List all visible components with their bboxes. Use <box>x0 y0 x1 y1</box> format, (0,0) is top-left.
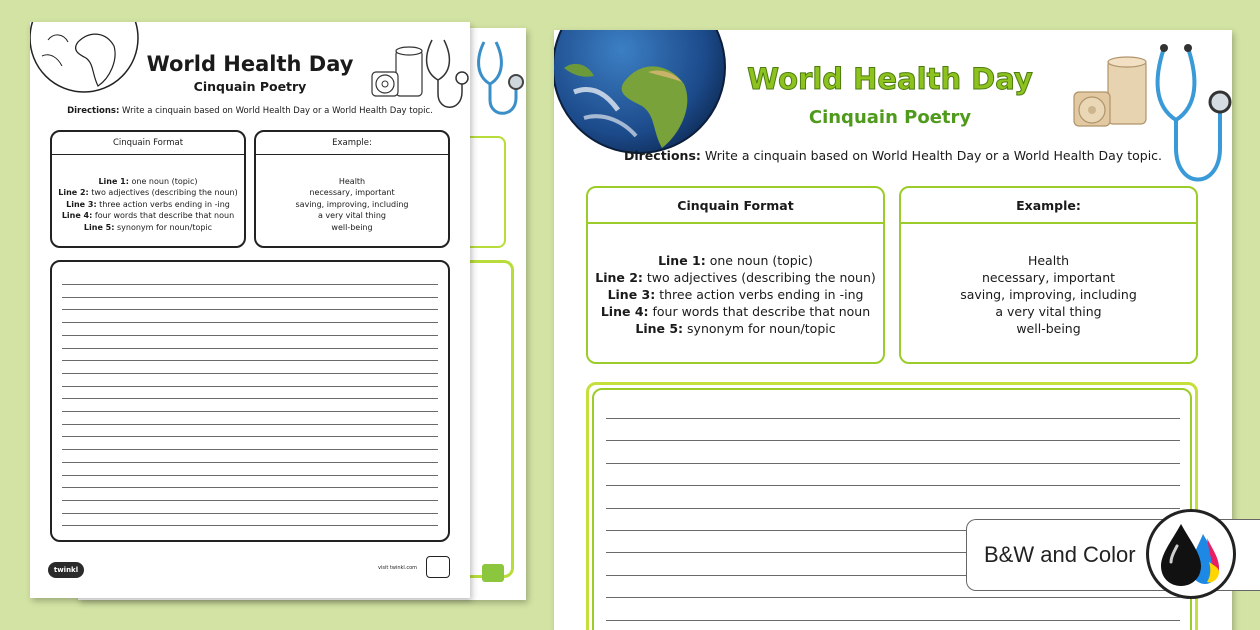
bw-format-box <box>50 130 246 248</box>
bw-writing-line <box>62 284 438 285</box>
color-format-box <box>586 186 885 364</box>
color-example-heading: Example: <box>1016 198 1081 213</box>
color-format-divider <box>588 222 883 224</box>
bw-writing-line <box>62 462 438 463</box>
bw-example-box <box>254 130 450 248</box>
color-bandage-roll-icon <box>1068 56 1158 136</box>
bw-writing-line <box>62 335 438 336</box>
color-writing-line <box>606 463 1180 464</box>
color-globe-icon <box>554 30 734 162</box>
bw-writing-line <box>62 297 438 298</box>
bw-format-line-1: Line 1: one noun (topic) <box>98 177 198 186</box>
badge-label: B&W and Color <box>984 542 1136 567</box>
back-stethoscope-icon <box>470 38 526 128</box>
bw-writing-line <box>62 436 438 437</box>
bw-example-line-1: Health <box>338 177 366 186</box>
color-example-line-3: saving, improving, including <box>960 287 1137 302</box>
bw-worksheet <box>30 22 470 598</box>
color-format-line-3: Line 3: three action verbs ending in -ing <box>607 287 864 302</box>
bw-format-line-5: Line 5: synonym for noun/topic <box>83 222 213 232</box>
color-example-lines <box>901 252 1196 337</box>
bw-example-line-2: necessary, important <box>309 188 395 198</box>
color-writing-line <box>606 508 1180 509</box>
color-directions-text: Write a cinquain based on World Health Day or a World Health Day topic. <box>700 148 1163 163</box>
back-footer-logo <box>482 564 504 582</box>
color-subtitle: Cinquain Poetry <box>808 107 972 128</box>
bw-writing-line <box>62 424 438 425</box>
bw-footer-logo: twinkl <box>48 562 84 578</box>
bw-writing-line <box>62 449 438 450</box>
bw-writing-line <box>62 513 438 514</box>
color-format-line-4: Line 4: four words that describe that noun <box>600 304 871 319</box>
bw-directions-text: Write a cinquain based on World Health Day or a World Health Day topic. <box>119 106 433 116</box>
bw-example-line-5: well-being <box>331 222 373 232</box>
bw-format-lines <box>52 176 244 233</box>
bw-example-line-3: saving, improving, including <box>295 199 409 209</box>
bw-writing-line <box>62 411 438 412</box>
bw-footer-badge-icon <box>426 556 450 578</box>
bw-title: World Health Day <box>146 52 354 76</box>
bw-writing-line <box>62 309 438 310</box>
color-example-line-5: well-being <box>1016 321 1081 336</box>
color-format-line-1: Line 1: one noun (topic) <box>658 253 813 268</box>
color-format-lines <box>588 252 883 337</box>
color-example-divider <box>901 222 1196 224</box>
bw-writing-line <box>62 360 438 361</box>
bw-writing-line <box>62 386 438 387</box>
bw-footer-url: visit twinkl.com <box>378 565 418 571</box>
color-directions-label: Directions: <box>623 148 701 163</box>
bw-directions-label: Directions: <box>67 106 120 116</box>
bw-writing-line <box>62 487 438 488</box>
bw-directions <box>30 106 470 116</box>
bw-subtitle: Cinquain Poetry <box>193 79 307 94</box>
color-writing-line <box>606 620 1180 621</box>
color-directions <box>554 148 1232 163</box>
bw-writing-line <box>62 373 438 374</box>
bw-format-line-2: Line 2: two adjectives (describing the noun) <box>58 188 238 198</box>
color-title: World Health Day <box>747 62 1033 96</box>
bw-example-line-4: a very vital thing <box>317 211 386 221</box>
bw-example-divider <box>256 154 448 155</box>
color-example-box <box>899 186 1198 364</box>
color-writing-box[interactable] <box>592 388 1192 630</box>
bw-writing-line <box>62 348 438 349</box>
color-format-heading: Cinquain Format <box>677 198 794 213</box>
bw-writing-line <box>62 525 438 526</box>
bw-example-heading: Example: <box>332 138 372 148</box>
color-writing-line <box>606 485 1180 486</box>
bw-writing-line <box>62 475 438 476</box>
color-writing-line <box>606 440 1180 441</box>
ink-drops-icon <box>1146 509 1236 599</box>
bw-format-line-3: Line 3: three action verbs ending in -ing <box>66 199 230 209</box>
color-format-line-5: Line 5: synonym for noun/topic <box>635 321 836 336</box>
bw-format-line-4: Line 4: four words that describe that noun <box>61 211 235 221</box>
bw-writing-line <box>62 398 438 399</box>
bw-format-heading: Cinquain Format <box>112 138 184 148</box>
color-example-line-4: a very vital thing <box>995 304 1102 319</box>
bw-format-divider <box>52 154 244 155</box>
color-writing-line <box>606 418 1180 419</box>
color-example-line-2: necessary, important <box>981 270 1116 285</box>
color-example-line-1: Health <box>1027 253 1070 268</box>
color-writing-line <box>606 597 1180 598</box>
bw-writing-box[interactable] <box>50 260 450 542</box>
color-format-line-2: Line 2: two adjectives (describing the noun) <box>595 270 876 285</box>
bw-example-lines <box>256 176 448 233</box>
bw-writing-line <box>62 500 438 501</box>
bw-writing-line <box>62 322 438 323</box>
